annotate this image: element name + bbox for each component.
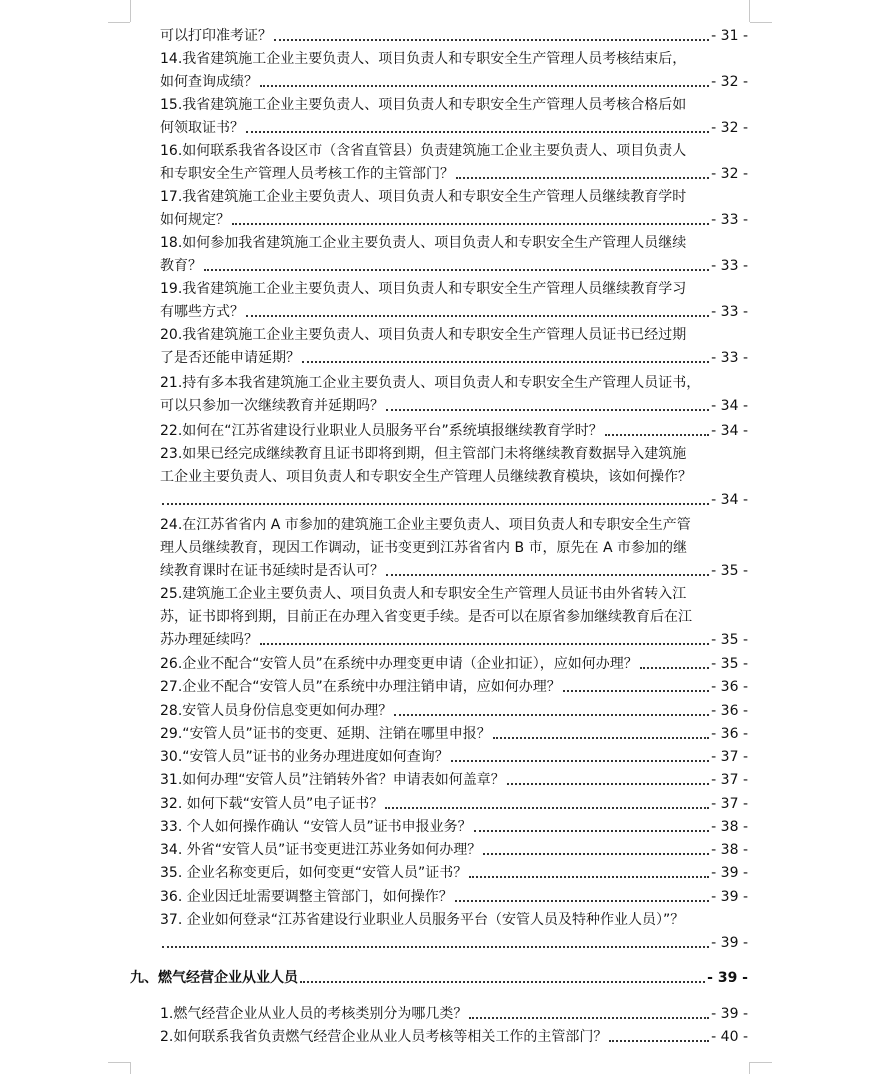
toc-entry-text: 可以只参加一次继续教育并延期吗？ bbox=[160, 398, 384, 414]
toc-dot-leader bbox=[456, 177, 709, 179]
toc-page-number: - 36 - bbox=[711, 679, 748, 695]
toc-entry-text: 如何查询成绩？ bbox=[160, 74, 258, 90]
toc-entry-line[interactable] bbox=[160, 302, 748, 322]
toc-entry-text: 20.我省建筑施工企业主要负责人、项目负责人和专职安全生产管理人员证书已经过期 bbox=[160, 327, 687, 343]
toc-entry-line[interactable] bbox=[160, 724, 748, 744]
toc-entry-line[interactable] bbox=[160, 279, 748, 299]
toc-entry-line[interactable] bbox=[160, 490, 748, 510]
toc-page-number: - 40 - bbox=[711, 1029, 748, 1045]
toc-entry-text: 32. 如何下载“安管人员”电子证书？ bbox=[160, 796, 384, 812]
toc-entry-text: 教育？ bbox=[160, 258, 202, 274]
toc-page-number: - 31 - bbox=[711, 28, 748, 44]
toc-entry-text: 工企业主要负责人、项目负责人和专职安全生产管理人员继续教育模块，该如何操作？ bbox=[160, 469, 692, 485]
toc-page-number: - 33 - bbox=[711, 212, 748, 228]
toc-entry-text: 何领取证书？ bbox=[160, 120, 244, 136]
toc-entry-text: 2.如何联系我省负责燃气经营企业从业人员考核等相关工作的主管部门？ bbox=[160, 1029, 608, 1045]
toc-entry-line[interactable] bbox=[160, 467, 748, 487]
toc-entry-line[interactable] bbox=[160, 584, 748, 604]
toc-entry-text: 33. 个人如何操作确认 “安管人员”证书申报业务？ bbox=[160, 819, 472, 835]
toc-entry-line[interactable] bbox=[160, 677, 748, 697]
toc-entry-text: 15.我省建筑施工企业主要负责人、项目负责人和专职安全生产管理人员考核合格后如 bbox=[160, 97, 687, 113]
toc-entry-text: 28.安管人员身份信息变更如何办理？ bbox=[160, 703, 393, 719]
toc-entry-text: 36. 企业因迁址需要调整主管部门，如何操作？ bbox=[160, 889, 453, 905]
toc-entry-line[interactable] bbox=[160, 887, 748, 907]
toc-entry-line[interactable] bbox=[160, 654, 748, 674]
toc-entry-text: 24.在江苏省省内 A 市参加的建筑施工企业主要负责人、项目负责人和专职安全生产管 bbox=[160, 517, 691, 533]
toc-dot-leader bbox=[563, 690, 709, 692]
toc-entry-line[interactable] bbox=[160, 373, 748, 393]
toc-dot-leader bbox=[204, 269, 709, 271]
toc-entry-line[interactable] bbox=[160, 630, 748, 650]
toc-entry-text: 14.我省建筑施工企业主要负责人、项目负责人和专职安全生产管理人员考核结束后， bbox=[160, 51, 687, 67]
toc-dot-leader bbox=[455, 900, 709, 902]
toc-entry-line[interactable] bbox=[160, 794, 748, 814]
toc-entry-text: 苏办理延续吗？ bbox=[160, 632, 258, 648]
toc-page-number: - 39 - bbox=[711, 865, 748, 881]
toc-entry-line[interactable] bbox=[160, 561, 748, 581]
toc-page-number: - 34 - bbox=[711, 492, 748, 508]
toc-page-number: - 33 - bbox=[711, 304, 748, 320]
toc-dot-leader bbox=[232, 223, 709, 225]
toc-entry-text: 19.我省建筑施工企业主要负责人、项目负责人和专职安全生产管理人员继续教育学习 bbox=[160, 281, 687, 297]
toc-entry-line[interactable] bbox=[160, 910, 748, 930]
toc-entry-text: 34. 外省“安管人员”证书变更进江苏业务如何办理？ bbox=[160, 842, 482, 858]
toc-entry-line[interactable] bbox=[160, 863, 748, 883]
toc-entry-text: 26.企业不配合“安管人员”在系统中办理变更申请（企业扣证），应如何办理？ bbox=[160, 656, 638, 672]
toc-page-number: - 32 - bbox=[711, 74, 748, 90]
toc-entry-text: 1.燃气经营企业从业人员的考核类别分为哪几类？ bbox=[160, 1006, 468, 1022]
toc-page-number: - 36 - bbox=[711, 703, 748, 719]
toc-entry-text: 18.如何参加我省建筑施工企业主要负责人、项目负责人和专职安全生产管理人员继续 bbox=[160, 235, 687, 251]
toc-dot-leader bbox=[469, 876, 709, 878]
toc-entry-line[interactable] bbox=[160, 210, 748, 230]
toc-entry-line[interactable] bbox=[160, 421, 748, 441]
toc-entry-line[interactable] bbox=[160, 26, 748, 46]
toc-entry-line[interactable] bbox=[160, 141, 748, 161]
toc-page-number: - 33 - bbox=[711, 350, 748, 366]
toc-entry-text: 21.持有多本我省建筑施工企业主要负责人、项目负责人和专职安全生产管理人员证书， bbox=[160, 375, 701, 391]
toc-entry-text: 续教育课时在证书延续时是否认可？ bbox=[160, 563, 384, 579]
toc-dot-leader bbox=[260, 643, 709, 645]
toc-dot-leader bbox=[385, 807, 709, 809]
toc-dot-leader bbox=[162, 503, 709, 505]
toc-dot-leader bbox=[640, 667, 709, 669]
toc-dot-leader bbox=[507, 783, 709, 785]
toc-entry-line[interactable] bbox=[160, 747, 748, 767]
toc-entry-text: 27.企业不配合“安管人员”在系统中办理注销申请，应如何办理？ bbox=[160, 679, 561, 695]
toc-dot-leader bbox=[394, 714, 709, 716]
toc-dot-leader bbox=[386, 409, 709, 411]
toc-dot-leader bbox=[274, 39, 709, 41]
toc-dot-leader bbox=[493, 737, 709, 739]
toc-entry-line[interactable] bbox=[160, 817, 748, 837]
toc-entry-line[interactable] bbox=[160, 187, 748, 207]
toc-dot-leader bbox=[469, 1017, 709, 1019]
toc-entry-text: 理人员继续教育，现因工作调动，证书变更到江苏省省内 B 市，原先在 A 市参加的继 bbox=[160, 540, 687, 556]
toc-page-number: - 35 - bbox=[711, 656, 748, 672]
toc-page-number: - 34 - bbox=[711, 423, 748, 439]
toc-entry-line[interactable] bbox=[160, 348, 748, 368]
toc-entry-text: 25.建筑施工企业主要负责人、项目负责人和专职安全生产管理人员证书由外省转入江 bbox=[160, 586, 687, 602]
toc-entry-text: 了是否还能申请延期？ bbox=[160, 350, 300, 366]
toc-dot-leader bbox=[302, 361, 709, 363]
toc-page-number: - 33 - bbox=[711, 258, 748, 274]
toc-section-heading[interactable] bbox=[130, 968, 748, 988]
toc-entry-text: 31.如何办理“安管人员”注销转外省？申请表如何盖章？ bbox=[160, 772, 505, 788]
toc-page-number: - 39 - bbox=[711, 1006, 748, 1022]
toc-entry-text: 22.如何在“江苏省建设行业职业人员服务平台”系统填报继续教育学时？ bbox=[160, 423, 603, 439]
toc-entry-line[interactable] bbox=[160, 933, 748, 953]
toc-dot-leader bbox=[246, 315, 709, 317]
toc-entry-line[interactable] bbox=[160, 396, 748, 416]
toc-entry-line[interactable] bbox=[160, 538, 748, 558]
toc-entry-line[interactable] bbox=[160, 607, 748, 627]
toc-entry-line[interactable] bbox=[160, 233, 748, 253]
toc-entry-line[interactable] bbox=[160, 515, 748, 535]
toc-entry-text: 35. 企业名称变更后，如何变更“安管人员”证书？ bbox=[160, 865, 468, 881]
toc-page-number: - 35 - bbox=[711, 632, 748, 648]
toc-entry-text: 16.如何联系我省各设区市（含省直管县）负责建筑施工企业主要负责人、项目负责人 bbox=[160, 143, 687, 159]
toc-dot-leader bbox=[300, 981, 705, 983]
toc-entry-line[interactable] bbox=[160, 840, 748, 860]
toc-entry-line[interactable] bbox=[160, 49, 748, 69]
toc-dot-leader bbox=[386, 574, 709, 576]
toc-entry-line[interactable] bbox=[160, 118, 748, 138]
toc-page-number: - 34 - bbox=[711, 398, 748, 414]
toc-page-number: - 37 - bbox=[711, 749, 748, 765]
toc-entry-line[interactable] bbox=[160, 256, 748, 276]
toc-dot-leader bbox=[246, 131, 709, 133]
toc-entry-line[interactable] bbox=[160, 701, 748, 721]
toc-entry-text: 九、燃气经营企业从业人员 bbox=[130, 970, 298, 986]
toc-entry-text: 有哪些方式？ bbox=[160, 304, 244, 320]
toc-page-number: - 38 - bbox=[711, 842, 748, 858]
toc-page-number: - 39 - bbox=[711, 935, 748, 951]
toc-dot-leader bbox=[162, 946, 709, 948]
toc-page-number: - 39 - bbox=[707, 970, 748, 986]
toc-page-number: - 38 - bbox=[711, 819, 748, 835]
toc-entry-text: 苏，证书即将到期，目前正在办理入省变更手续。是否可以在原省参加继续教育后在江 bbox=[160, 609, 692, 625]
toc-dot-leader bbox=[605, 434, 709, 436]
toc-page-number: - 35 - bbox=[711, 563, 748, 579]
toc-entry-text: 29.“安管人员”证书的变更、延期、注销在哪里申报？ bbox=[160, 726, 491, 742]
toc-entry-text: 17.我省建筑施工企业主要负责人、项目负责人和专职安全生产管理人员继续教育学时 bbox=[160, 189, 687, 205]
toc-page-number: - 37 - bbox=[711, 796, 748, 812]
toc-dot-leader bbox=[609, 1040, 709, 1042]
toc-entry-text: 和专职安全生产管理人员考核工作的主管部门？ bbox=[160, 166, 454, 182]
toc-entry-text: 37. 企业如何登录“江苏省建设行业职业人员服务平台（安管人员及特种作业人员）”？ bbox=[160, 912, 685, 928]
toc-entry-line[interactable] bbox=[160, 770, 748, 790]
toc-dot-leader bbox=[260, 85, 709, 87]
toc-page-number: - 39 - bbox=[711, 889, 748, 905]
toc-dot-leader bbox=[483, 853, 709, 855]
toc-dot-leader bbox=[451, 760, 709, 762]
toc-entry-text: 23.如果已经完成继续教育且证书即将到期，但主管部门未将继续教育数据导入建筑施 bbox=[160, 446, 687, 462]
toc-entry-line[interactable] bbox=[160, 72, 748, 92]
toc-page-number: - 32 - bbox=[711, 166, 748, 182]
toc-page-number: - 37 - bbox=[711, 772, 748, 788]
toc-entry-line[interactable] bbox=[160, 444, 748, 464]
toc-entry-line[interactable] bbox=[160, 1027, 748, 1047]
toc-page-number: - 36 - bbox=[711, 726, 748, 742]
toc-entry-line[interactable] bbox=[160, 325, 748, 345]
toc-dot-leader bbox=[474, 830, 710, 832]
toc-page-number: - 32 - bbox=[711, 120, 748, 136]
toc-entry-line[interactable] bbox=[160, 95, 748, 115]
toc-entry-text: 可以打印准考证？ bbox=[160, 28, 272, 44]
toc-entry-line[interactable] bbox=[160, 1004, 748, 1024]
toc-entry-line[interactable] bbox=[160, 164, 748, 184]
toc-entry-text: 如何规定？ bbox=[160, 212, 230, 228]
toc-entry-text: 30.“安管人员”证书的业务办理进度如何查询？ bbox=[160, 749, 449, 765]
